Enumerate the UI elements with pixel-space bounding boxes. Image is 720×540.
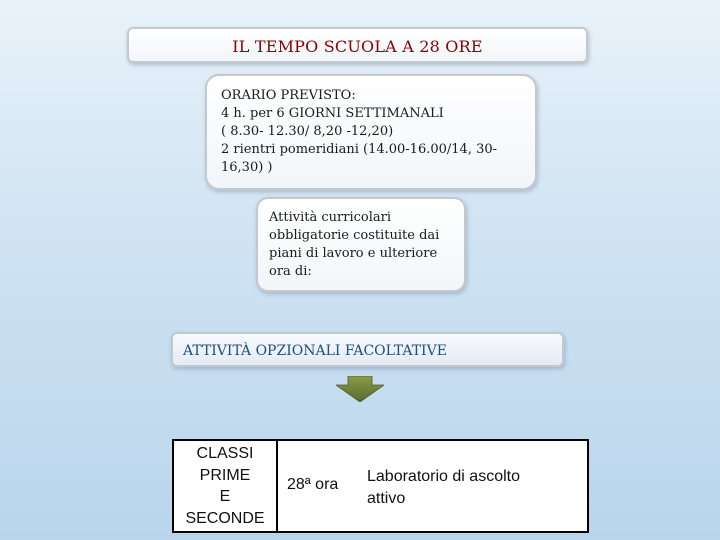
- laboratorio-cell: [367, 466, 520, 510]
- title-box: [127, 27, 588, 63]
- attivita-line-2: obbligatorie costituite dai: [269, 228, 440, 243]
- classes-table: [172, 439, 589, 533]
- orario-box: [205, 74, 537, 190]
- classes-line-4: SECONDE: [185, 509, 265, 527]
- orario-line-4: 2 rientri pomeridiani (14.00-16.00/14, 30-: [221, 142, 498, 157]
- page-title: IL TEMPO SCUOLA A 28 ORE: [232, 37, 483, 56]
- ora-cell: [287, 476, 338, 494]
- orario-line-1: ORARIO PREVISTO:: [221, 88, 356, 103]
- classes-cell: [174, 441, 278, 531]
- classes-line-3: E: [219, 488, 231, 505]
- classes-line-2: PRIME: [199, 466, 251, 484]
- laboratorio-line-1: Laboratorio di ascolto: [367, 468, 520, 485]
- opzionali-box: [171, 332, 564, 367]
- orario-line-5: 16,30) ): [221, 160, 273, 175]
- attivita-line-3: piani di lavoro e ulteriore: [269, 246, 438, 261]
- laboratorio-line-2: attivo: [367, 490, 406, 507]
- ora-label: 28ª ora: [287, 476, 339, 493]
- classes-line-1: CLASSI: [196, 445, 254, 462]
- orario-line-3: ( 8.30- 12.30/ 8,20 -12,20): [221, 124, 394, 139]
- attivita-line-4: ora di:: [269, 264, 312, 279]
- attivita-line-1: Attività curricolari: [269, 210, 392, 225]
- attivita-box: [256, 197, 466, 292]
- orario-line-2: 4 h. per 6 GIORNI SETTIMANALI: [221, 106, 444, 121]
- down-arrow-icon: [336, 376, 384, 402]
- opzionali-label: ATTIVITÀ OPZIONALI FACOLTATIVE: [183, 343, 447, 359]
